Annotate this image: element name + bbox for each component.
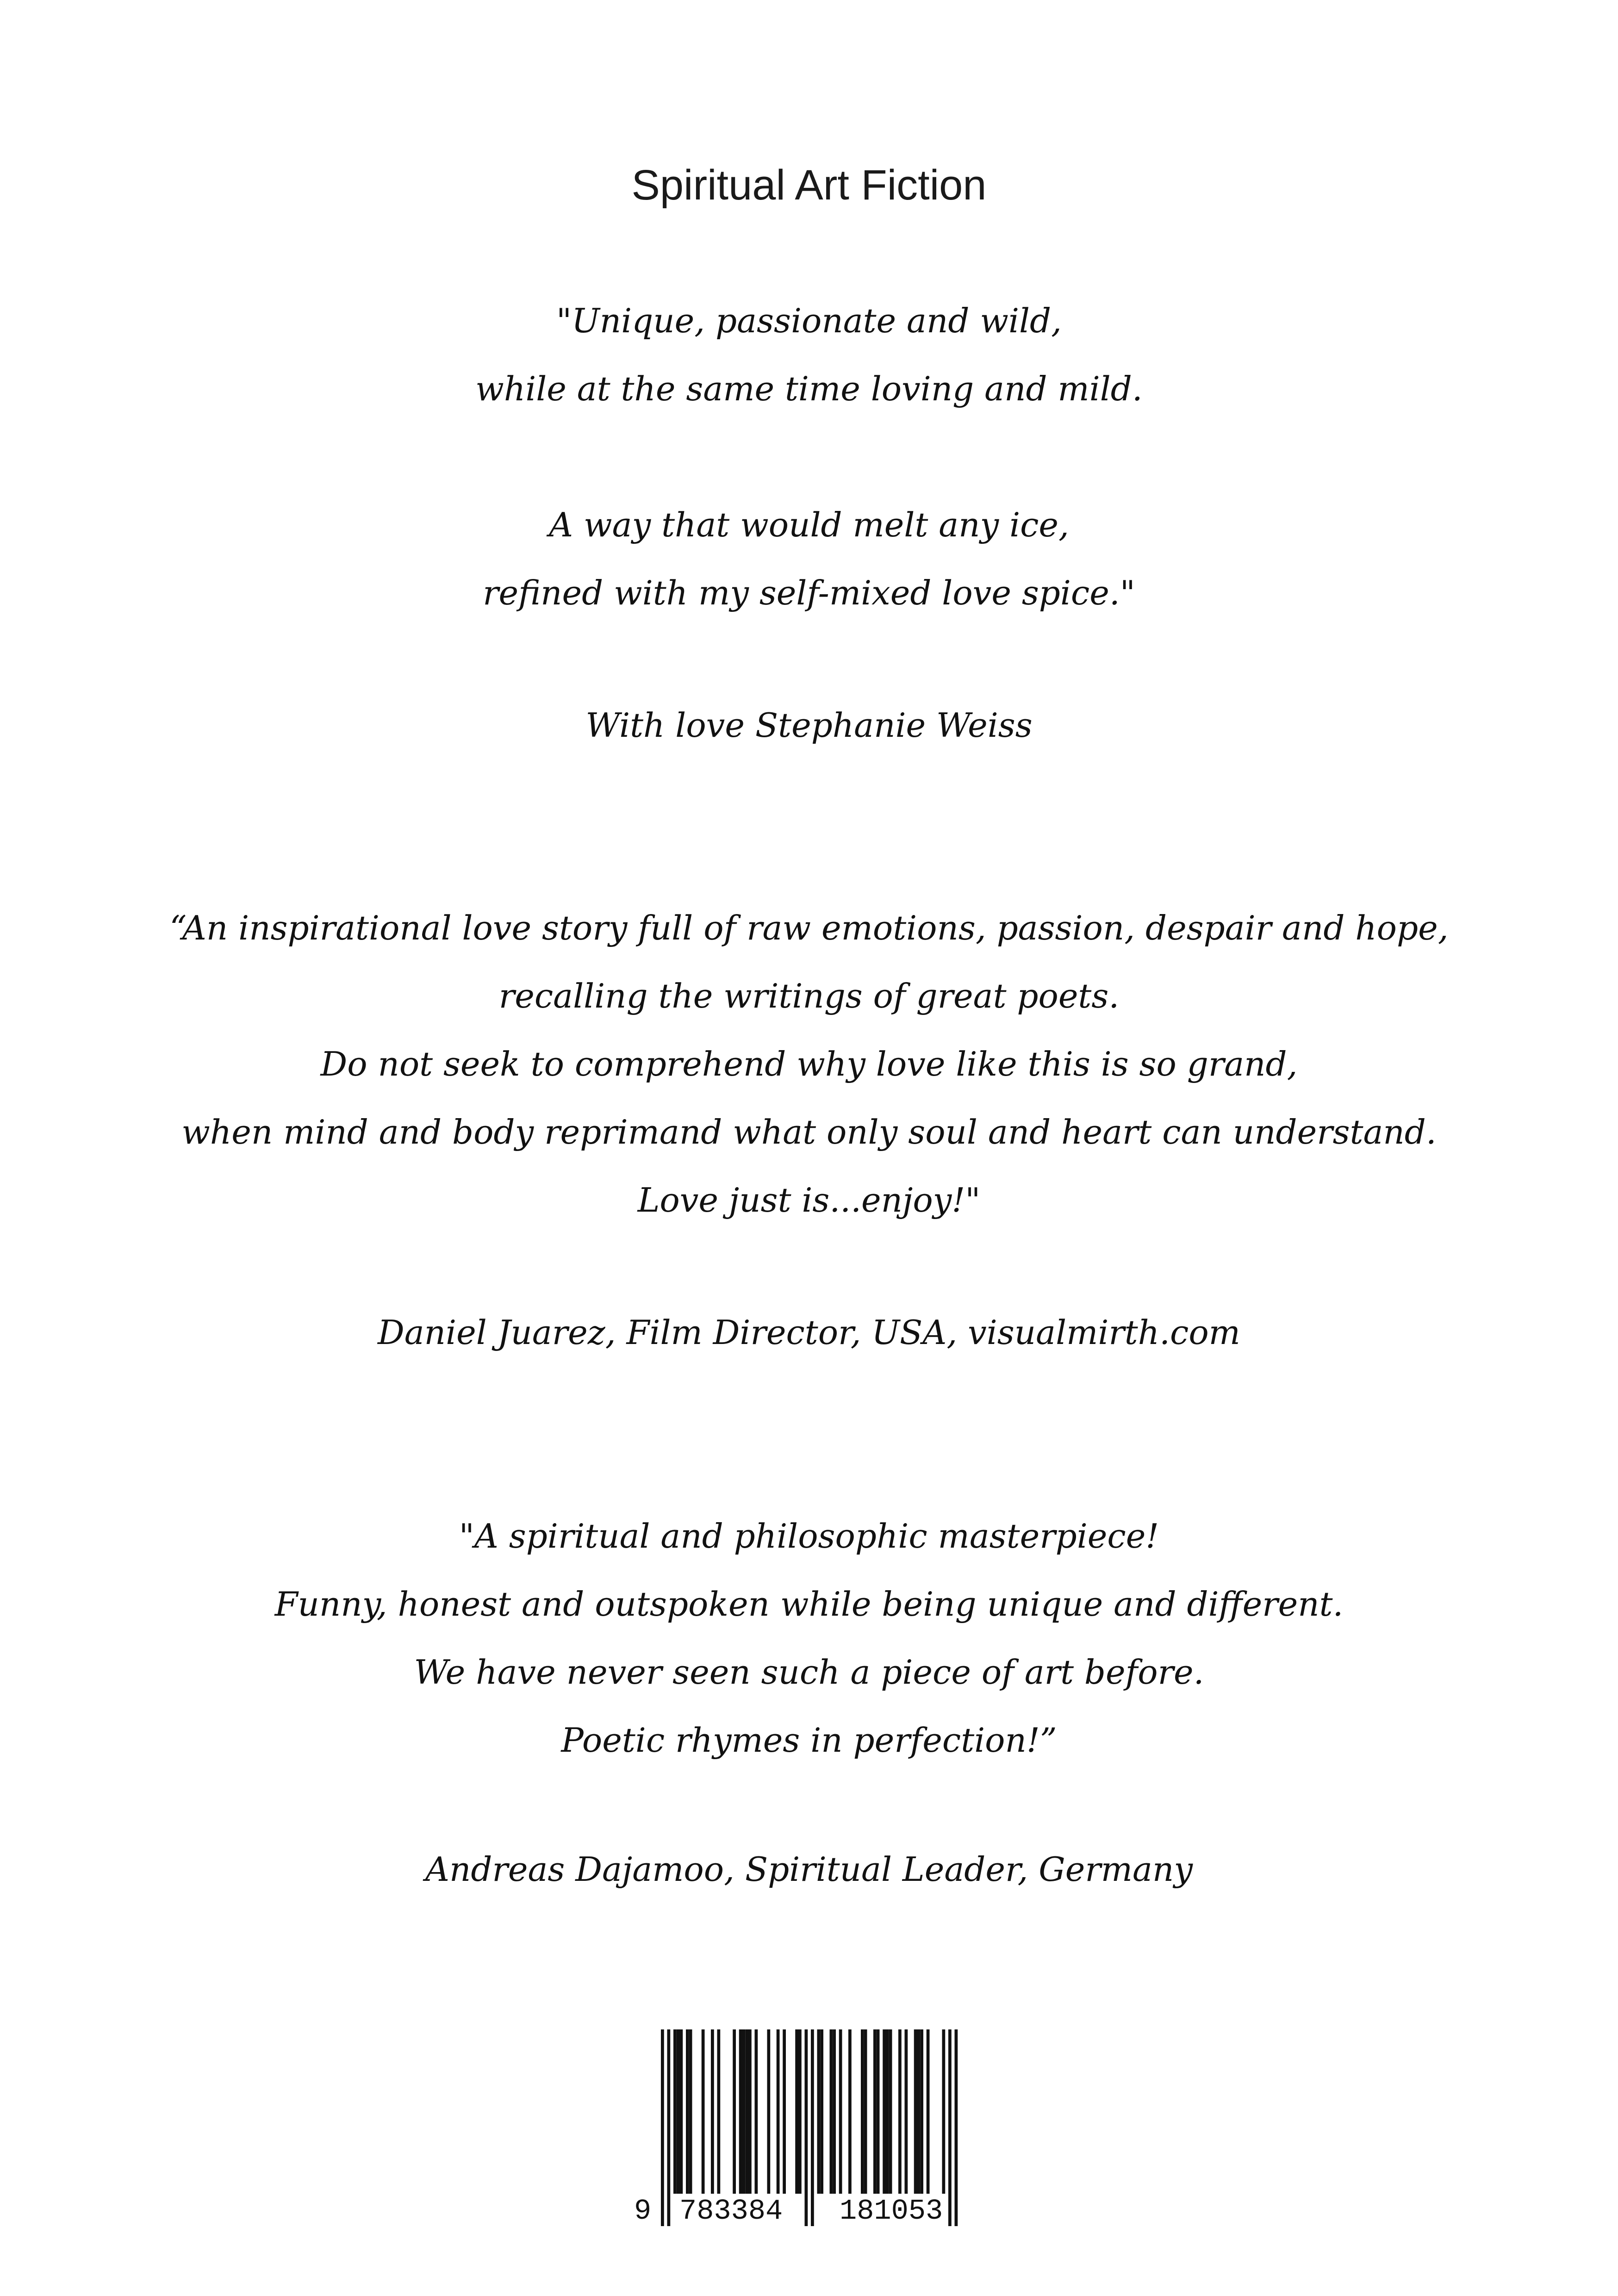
barcode-guard-bar: [661, 2029, 664, 2226]
barcode-bar: [755, 2029, 758, 2194]
barcode-bar: [795, 2029, 798, 2194]
isbn-barcode: [634, 2029, 986, 2233]
barcode-bar: [767, 2029, 771, 2194]
quote-line: Do not seek to comprehend why love like this is so grand,: [320, 1045, 1298, 1083]
barcode-bar: [739, 2029, 742, 2194]
quote-line: while at the same time loving and mild.: [475, 369, 1143, 408]
quote-line: A way that would melt any ice,: [549, 505, 1069, 544]
barcode-bar: [817, 2029, 821, 2194]
barcode-bar: [686, 2029, 689, 2194]
barcode-bar: [839, 2029, 842, 2194]
barcode-guard-bar: [667, 2029, 671, 2226]
barcode-bar: [883, 2029, 886, 2194]
isbn-prefix-digit: 9: [634, 2195, 652, 2228]
quote-line: Funny, honest and outspoken while being unique and different.: [274, 1585, 1344, 1624]
barcode-bar: [917, 2029, 921, 2194]
isbn-left-group: 783384: [679, 2195, 783, 2228]
barcode-bar: [673, 2029, 677, 2194]
barcode-bar: [783, 2029, 786, 2194]
barcode-bar: [942, 2029, 946, 2194]
barcode-bar: [717, 2029, 721, 2194]
barcode-bar: [877, 2029, 880, 2194]
barcode-bar: [905, 2029, 908, 2194]
isbn-right-group: 181053: [840, 2195, 943, 2228]
quote-line-spacer: [0, 423, 1618, 491]
page-heading: Spiritual Art Fiction: [631, 162, 987, 209]
barcode-bar: [830, 2029, 833, 2194]
barcode-bar: [820, 2029, 823, 2194]
quote-andreas-dajamoo: [0, 1502, 1618, 1774]
quote-line: "Unique, passionate and wild,: [556, 301, 1062, 340]
barcode-bar: [864, 2029, 867, 2194]
quote-line: refined with my self-mixed love spice.": [483, 573, 1135, 612]
barcode-bar: [833, 2029, 836, 2194]
barcode-bar: [848, 2029, 852, 2194]
barcode-bar: [702, 2029, 705, 2194]
quote-line: "A spiritual and philosophic masterpiece!: [459, 1517, 1159, 1556]
barcode-guard-bar: [955, 2029, 958, 2226]
barcode-bar: [873, 2029, 877, 2194]
barcode-bar: [689, 2029, 692, 2194]
quote-line: We have never seen such a piece of art before.: [414, 1653, 1204, 1692]
quote-line: Love just is...enjoy!": [637, 1181, 981, 1220]
barcode-bar: [748, 2029, 752, 2194]
attribution-andreas-dajamoo: Andreas Dajamoo, Spiritual Leader, Germany: [425, 1850, 1193, 1889]
attribution-stephanie-weiss: With love Stephanie Weiss: [585, 706, 1033, 745]
attribution-daniel-juarez: Daniel Juarez, Film Director, USA, visualmirth.com: [378, 1313, 1240, 1352]
barcode-bar: [677, 2029, 680, 2194]
barcode-bar: [798, 2029, 802, 2194]
barcode-bar: [742, 2029, 746, 2194]
quote-line: when mind and body reprimand what only soul and heart can understand.: [181, 1113, 1437, 1151]
barcode-bar: [733, 2029, 736, 2194]
barcode-bar: [680, 2029, 683, 2194]
barcode-guard-bar: [811, 2029, 814, 2226]
quote-daniel-juarez: [0, 894, 1618, 1234]
quote-line: Poetic rhymes in perfection!”: [561, 1721, 1057, 1760]
barcode-bar: [914, 2029, 917, 2194]
barcode-bar: [711, 2029, 714, 2194]
barcode-bar: [745, 2029, 748, 2194]
barcode-guard-bar: [948, 2029, 952, 2226]
quote-stephanie-weiss: [0, 287, 1618, 627]
barcode-guard-bar: [805, 2029, 808, 2226]
barcode-bar: [889, 2029, 892, 2194]
barcode-bar: [898, 2029, 902, 2194]
barcode-bar: [920, 2029, 923, 2194]
barcode-bar: [861, 2029, 864, 2194]
quote-line: recalling the writings of great poets.: [498, 977, 1120, 1015]
quote-line: “An inspirational love story full of raw emotions, passion, despair and hope,: [169, 908, 1449, 947]
barcode-bar: [927, 2029, 930, 2194]
barcode-bar: [777, 2029, 780, 2194]
barcode-bar: [886, 2029, 889, 2194]
